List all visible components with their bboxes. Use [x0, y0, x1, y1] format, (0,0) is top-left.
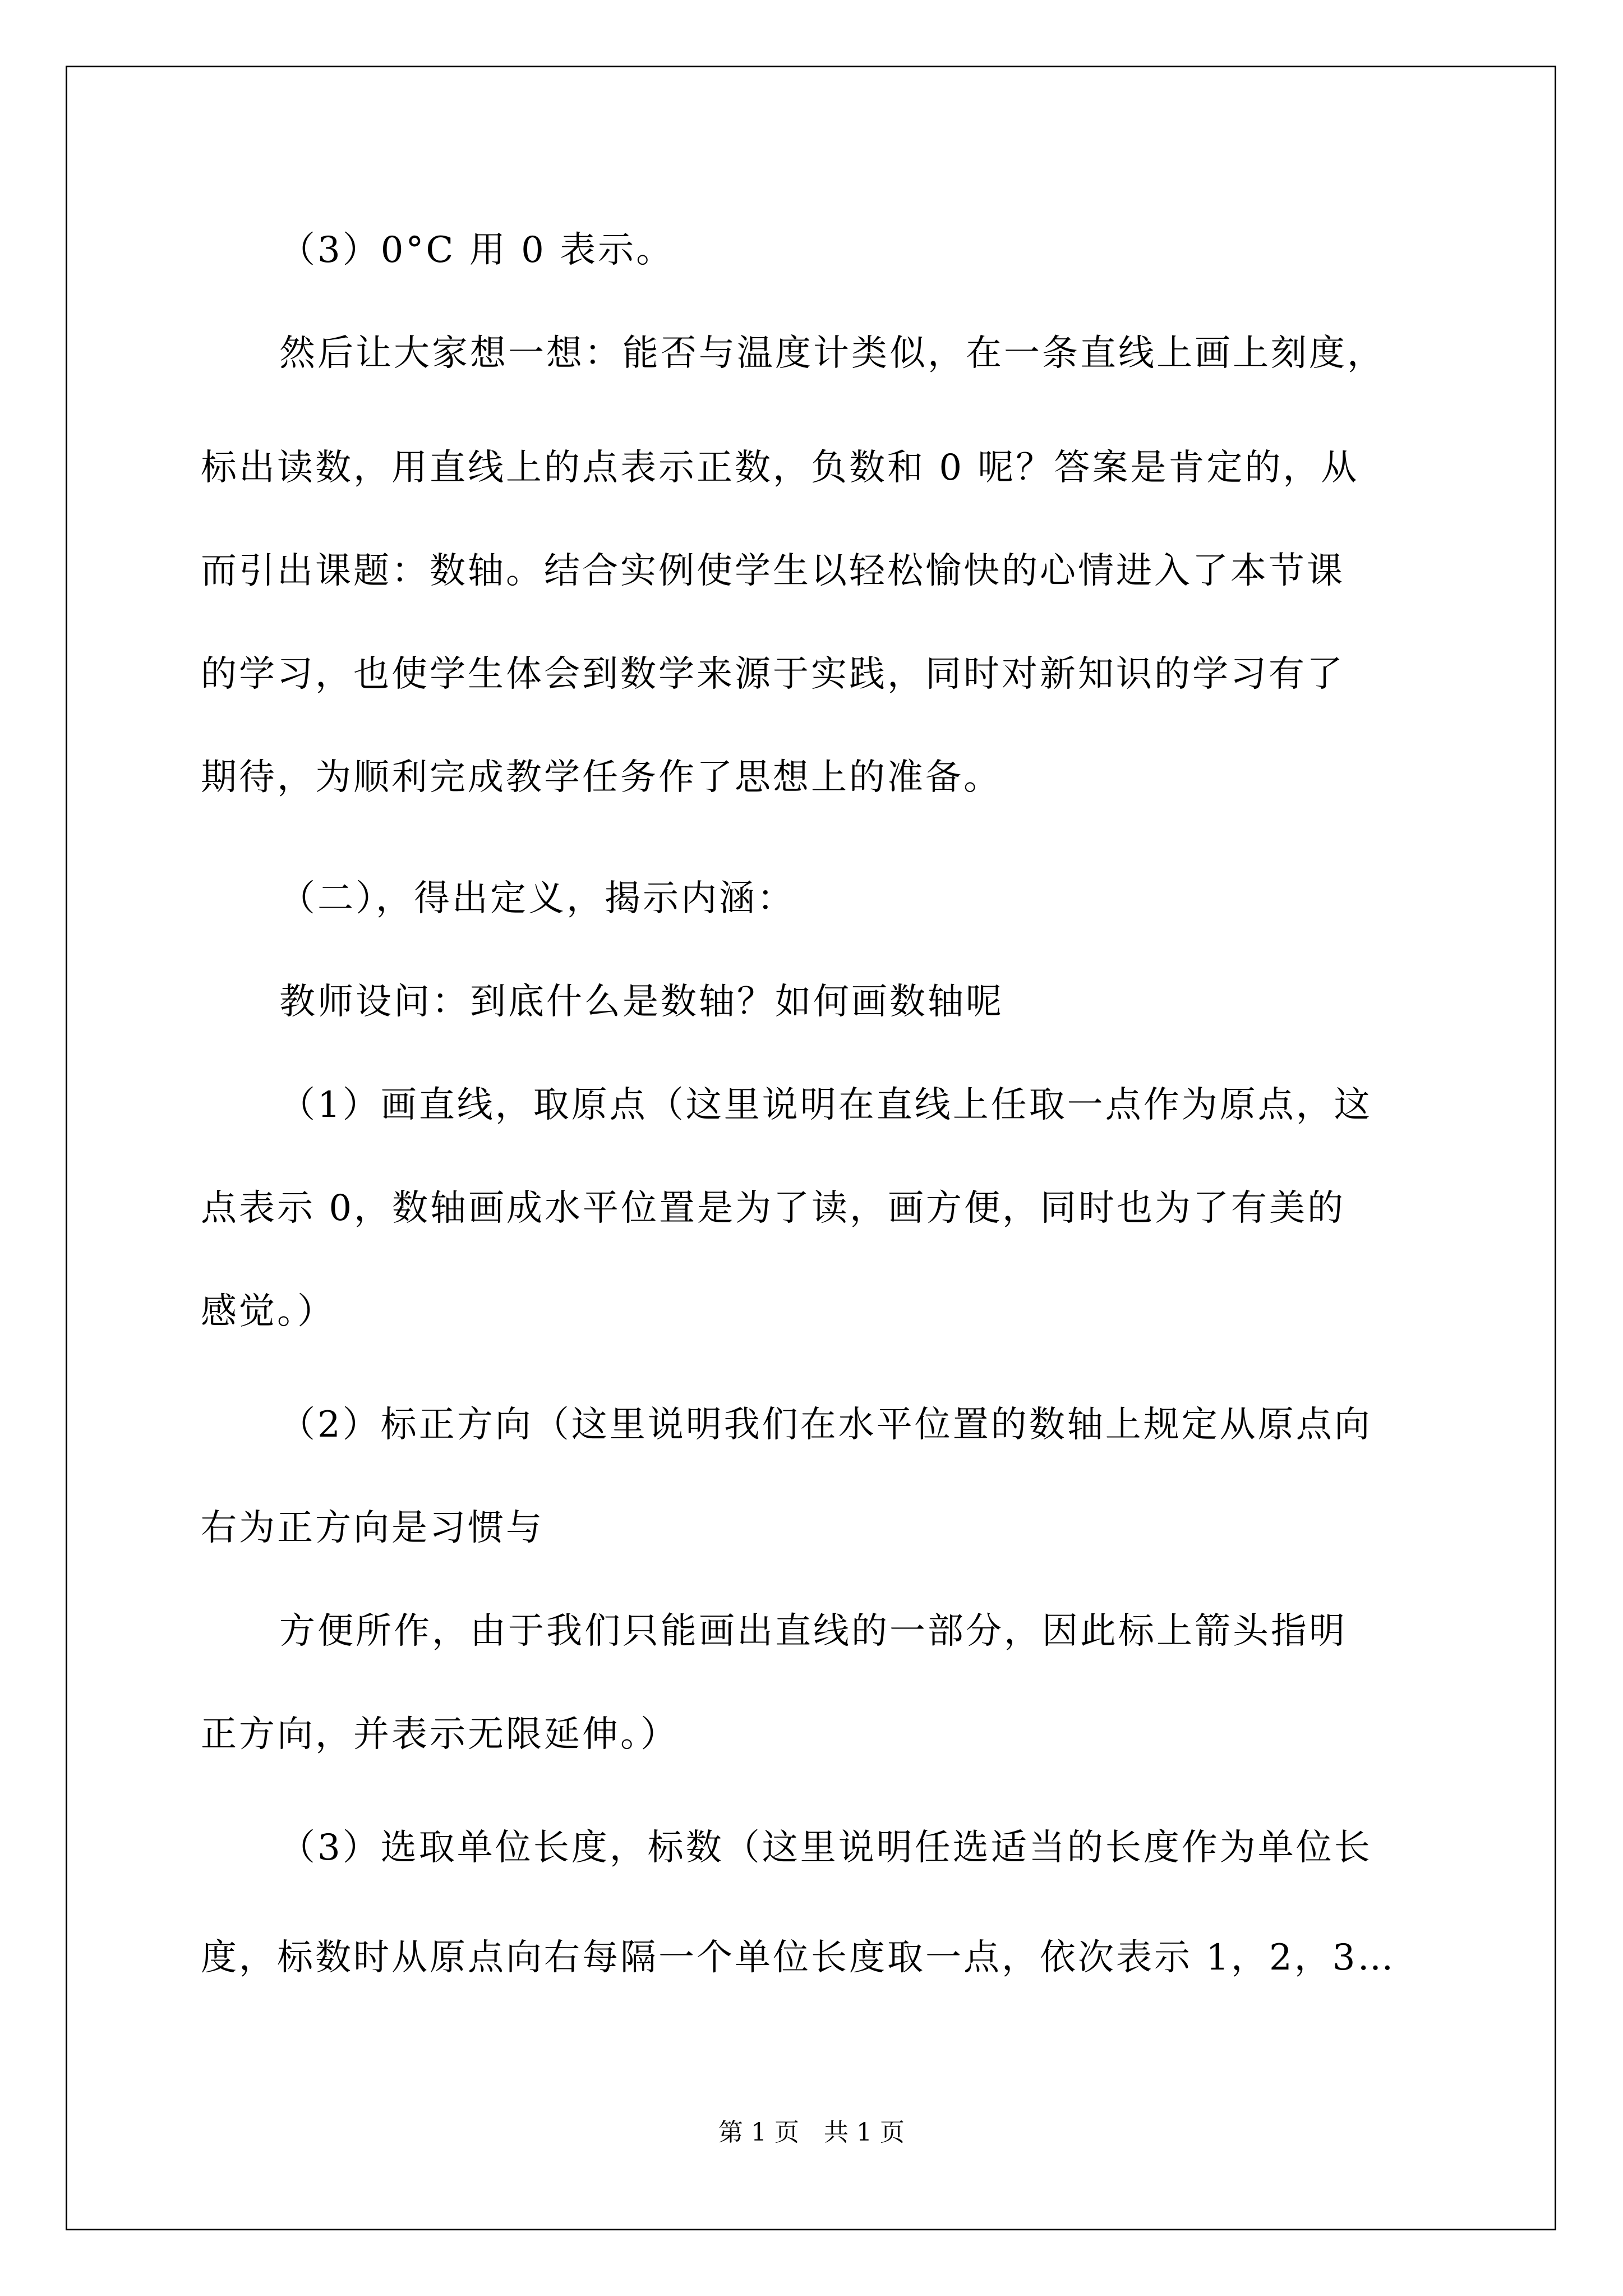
text-line: （3）选取单位长度，标数（这里说明任选适当的长度作为单位长 — [279, 1827, 1372, 1869]
page-border — [66, 66, 1556, 2230]
text-line: 标出读数，用直线上的点表示正数，负数和 0 呢？答案是肯定的，从 — [201, 447, 1359, 489]
text-line: （3）0°C 用 0 表示。 — [279, 229, 675, 271]
text-line: 感觉。） — [201, 1291, 335, 1332]
text-line: 正方向，并表示无限延伸。） — [201, 1714, 679, 1755]
text-line: （2）标正方向（这里说明我们在水平位置的数轴上规定从原点向 — [279, 1404, 1372, 1446]
text-line: 点表示 0，数轴画成水平位置是为了读，画方便，同时也为了有美的 — [201, 1188, 1346, 1229]
text-line: （1）画直线，取原点（这里说明在直线上任取一点作为原点，这 — [279, 1084, 1372, 1126]
text-line: 期待，为顺利完成教学任务作了思想上的准备。 — [201, 757, 1002, 798]
text-line: 度，标数时从原点向右每隔一个单位长度取一点，依次表示 1，2，3… — [201, 1937, 1396, 1978]
text-line: 的学习，也使学生体会到数学来源于实践，同时对新知识的学习有了 — [201, 654, 1345, 695]
text-line: 教师设问：到底什么是数轴？如何画数轴呢 — [279, 981, 1004, 1023]
text-line: 方便所作，由于我们只能画出直线的一部分，因此标上箭头指明 — [279, 1611, 1347, 1652]
section-heading: （二），得出定义，揭示内涵： — [279, 878, 795, 919]
text-line: 而引出课题：数轴。结合实例使学生以轻松愉快的心情进入了本节课 — [201, 550, 1345, 592]
text-line: 右为正方向是习惯与 — [201, 1507, 544, 1549]
page-footer: 第 1 页 共 1 页 — [718, 2118, 905, 2147]
text-line: 然后让大家想一想：能否与温度计类似，在一条直线上画上刻度， — [279, 333, 1385, 374]
